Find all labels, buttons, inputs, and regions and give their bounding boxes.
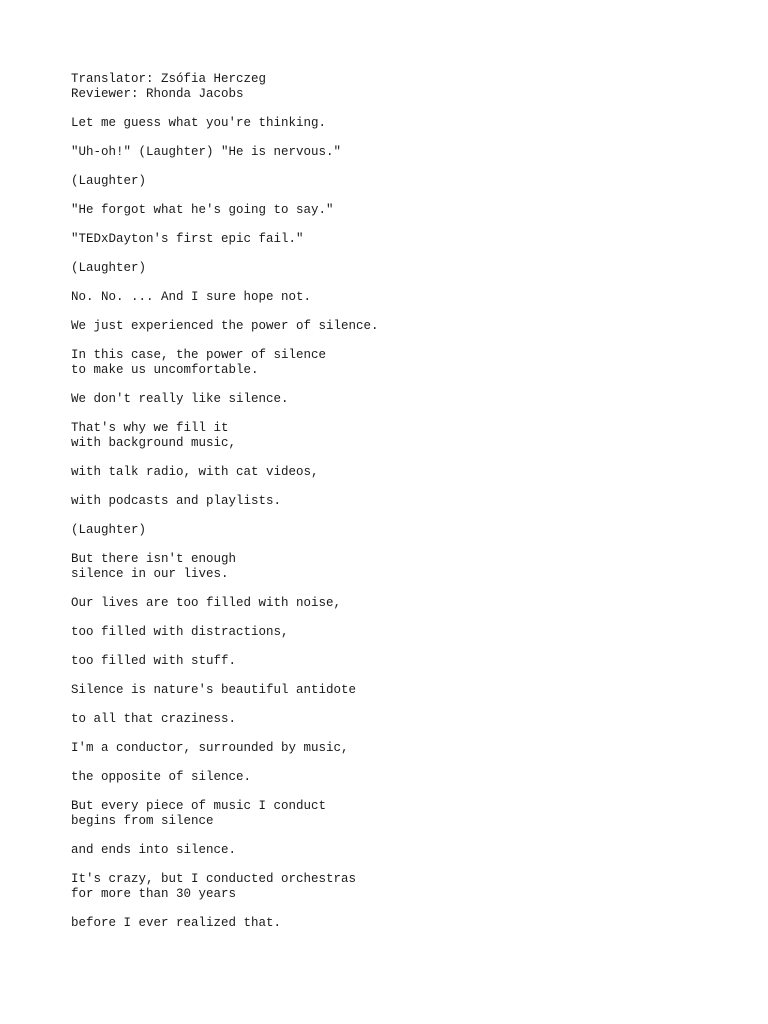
transcript-document <box>71 72 711 945</box>
transcript-paragraph: But every piece of music I conduct begins from silence <box>71 799 327 828</box>
transcript-paragraph: with podcasts and playlists. <box>71 494 282 508</box>
transcript-paragraph: too filled with stuff. <box>71 654 237 668</box>
transcript-paragraph: too filled with distractions, <box>71 625 289 639</box>
credits-paragraph: Translator: Zsófia Herczeg Reviewer: Rhonda Jacobs <box>71 72 267 101</box>
transcript-paragraph: "TEDxDayton's first epic fail." <box>71 232 304 246</box>
transcript-paragraph: Our lives are too filled with noise, <box>71 596 342 610</box>
transcript-paragraph: with talk radio, with cat videos, <box>71 465 319 479</box>
transcript-paragraph: (Laughter) <box>71 523 147 537</box>
transcript-paragraph: That's why we fill it with background music, <box>71 421 237 450</box>
transcript-paragraph: the opposite of silence. <box>71 770 252 784</box>
transcript-paragraph: to all that craziness. <box>71 712 237 726</box>
transcript-paragraph: We just experienced the power of silence. <box>71 319 379 333</box>
transcript-paragraph: But there isn't enough silence in our lives. <box>71 552 237 581</box>
transcript-paragraph: Let me guess what you're thinking. <box>71 116 327 130</box>
transcript-paragraph: Silence is nature's beautiful antidote <box>71 683 357 697</box>
transcript-paragraph: before I ever realized that. <box>71 916 282 930</box>
transcript-paragraph: We don't really like silence. <box>71 392 289 406</box>
transcript-paragraph: It's crazy, but I conducted orchestras for more than 30 years <box>71 872 357 901</box>
transcript-paragraph: "Uh-oh!" (Laughter) "He is nervous." <box>71 145 342 159</box>
transcript-paragraph: (Laughter) <box>71 261 147 275</box>
transcript-paragraph: No. No. ... And I sure hope not. <box>71 290 312 304</box>
transcript-paragraph: I'm a conductor, surrounded by music, <box>71 741 349 755</box>
transcript-paragraph: and ends into silence. <box>71 843 237 857</box>
transcript-paragraph: "He forgot what he's going to say." <box>71 203 334 217</box>
transcript-paragraph: In this case, the power of silence to make us uncomfortable. <box>71 348 327 377</box>
transcript-paragraph: (Laughter) <box>71 174 147 188</box>
